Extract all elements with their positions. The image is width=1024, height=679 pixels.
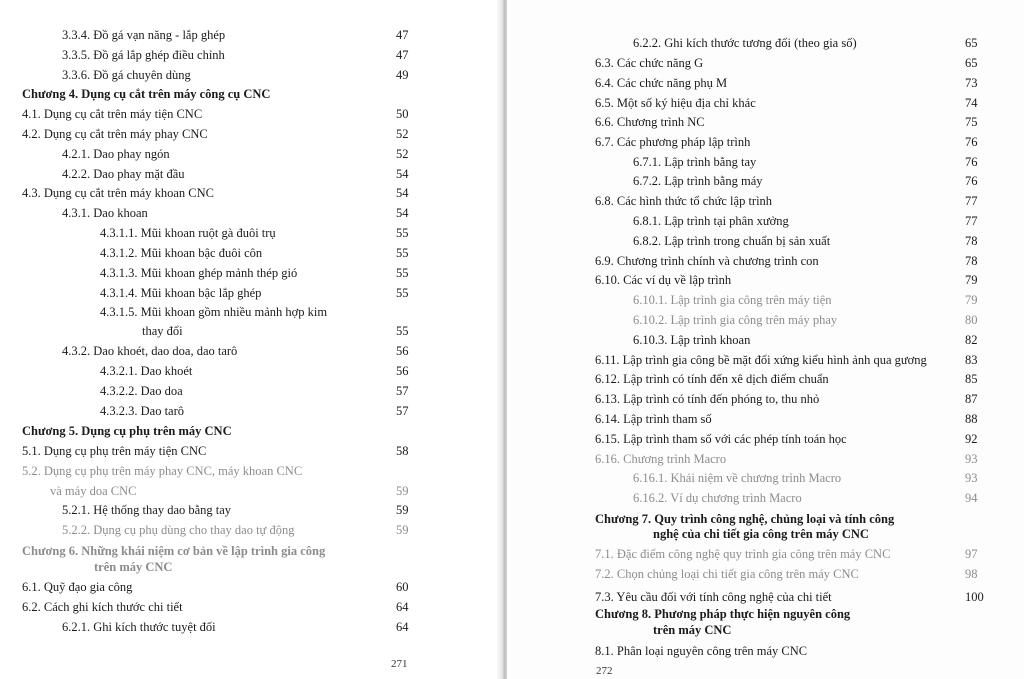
toc-entry-title: 6.4. Các chức năng phụ M bbox=[595, 76, 728, 90]
toc-entry-page: 87 bbox=[965, 392, 978, 406]
toc-entry-title: Chương 5. Dụng cụ phụ trên máy CNC bbox=[22, 424, 232, 438]
toc-entry-title: 6.11. Lập trình gia công bề mặt đối xứng kiểu hình ảnh qua gương bbox=[595, 353, 927, 367]
toc-entry-title: thay đổi bbox=[142, 324, 183, 338]
toc-entry-page: 97 bbox=[965, 547, 978, 561]
toc-entry-page: 77 bbox=[965, 214, 978, 228]
toc-entry-title: 3.3.6. Đồ gá chuyên dùng bbox=[62, 68, 191, 82]
toc-entry-page: 55 bbox=[396, 324, 409, 338]
toc-entry-page: 80 bbox=[965, 313, 978, 327]
toc-entry-title: 4.3.1.1. Mũi khoan ruột gà đuôi trụ bbox=[100, 226, 276, 240]
toc-entry-page: 94 bbox=[965, 491, 978, 505]
toc-entry-page: 65 bbox=[965, 36, 978, 50]
toc-entry-title: 6.8.1. Lập trình tại phân xưởng bbox=[633, 214, 789, 228]
toc-entry-title: 4.2.2. Dao phay mặt đầu bbox=[62, 167, 185, 181]
toc-entry-title: trên máy CNC bbox=[653, 623, 732, 637]
toc-entry-page: 93 bbox=[965, 452, 978, 466]
toc-entry-page: 47 bbox=[396, 28, 409, 42]
toc-entry-page: 52 bbox=[396, 127, 409, 141]
toc-entry-title: 4.3.2.3. Dao tarô bbox=[100, 404, 185, 418]
toc-entry-title: 4.3.1.4. Mũi khoan bậc lắp ghép bbox=[100, 286, 262, 300]
toc-entry-title: 5.2. Dụng cụ phụ trên máy phay CNC, máy khoan CNC bbox=[22, 464, 303, 478]
page-number-right: 272 bbox=[596, 665, 613, 677]
toc-entry-title: 4.3.2.2. Dao doa bbox=[100, 384, 183, 398]
toc-entry-title: 6.1. Quỹ đạo gia công bbox=[22, 580, 133, 594]
toc-entry-title: 4.3.2.1. Dao khoét bbox=[100, 364, 193, 378]
toc-entry-title: Chương 6. Những khái niệm cơ bản về lập trình gia công bbox=[22, 544, 326, 558]
toc-entry-page: 79 bbox=[965, 293, 978, 307]
toc-entry-page: 50 bbox=[396, 107, 409, 121]
toc-entry-title: trên máy CNC bbox=[94, 560, 173, 574]
toc-entry-title: Chương 4. Dụng cụ cắt trên máy công cụ CNC bbox=[22, 87, 271, 101]
toc-entry-title: 6.8. Các hình thức tổ chức lập trình bbox=[595, 194, 773, 208]
toc-entry-page: 88 bbox=[965, 412, 978, 426]
toc-entry-page: 47 bbox=[396, 48, 409, 62]
toc-entry-title: 6.7. Các phương pháp lập trình bbox=[595, 135, 751, 149]
toc-entry-title: 6.5. Một số ký hiệu địa chỉ khác bbox=[595, 96, 756, 110]
toc-entry-page: 74 bbox=[965, 96, 978, 110]
toc-entry-page: 77 bbox=[965, 194, 978, 208]
toc-entry-title: Chương 7. Quy trình công nghệ, chủng loại và tính công bbox=[595, 512, 895, 526]
toc-entry-title: 5.2.2. Dụng cụ phụ dùng cho thay dao tự động bbox=[62, 523, 295, 537]
toc-entry-title: 6.10.3. Lập trình khoan bbox=[633, 333, 751, 347]
toc-entry-title: 5.2.1. Hệ thống thay dao bằng tay bbox=[62, 503, 232, 517]
toc-entry-page: 55 bbox=[396, 286, 409, 300]
toc-entry-title: 6.2.2. Ghi kích thước tương đối (theo gia số) bbox=[633, 36, 857, 50]
toc-entry-title: 6.15. Lập trình tham số với các phép tính toán học bbox=[595, 432, 847, 446]
toc-entry-page: 76 bbox=[965, 155, 978, 169]
toc-entry-page: 55 bbox=[396, 246, 409, 260]
toc-entry-page: 85 bbox=[965, 372, 978, 386]
toc-entry-title: 3.3.5. Đồ gá lắp ghép điều chỉnh bbox=[62, 48, 225, 62]
toc-entry-title: 6.6. Chương trình NC bbox=[595, 115, 705, 129]
toc-entry-page: 76 bbox=[965, 135, 978, 149]
toc-entry-title: 4.2. Dụng cụ cắt trên máy phay CNC bbox=[22, 127, 208, 141]
toc-entry-page: 59 bbox=[396, 484, 409, 498]
toc-entry-page: 82 bbox=[965, 333, 978, 347]
toc-entry-page: 64 bbox=[396, 620, 409, 634]
toc-entry-page: 93 bbox=[965, 471, 978, 485]
toc-entry-page: 54 bbox=[396, 186, 409, 200]
toc-entry-title: 5.1. Dụng cụ phụ trên máy tiện CNC bbox=[22, 444, 207, 458]
toc-entry-page: 55 bbox=[396, 226, 409, 240]
toc-entry-page: 57 bbox=[396, 404, 409, 418]
toc-entry-page: 100 bbox=[965, 590, 984, 604]
toc-entry-title: 6.9. Chương trình chính và chương trình con bbox=[595, 254, 819, 268]
toc-entry-title: 6.16.2. Ví dụ chương trình Macro bbox=[633, 491, 802, 505]
toc-entry-title: 4.3.2. Dao khoét, dao doa, dao tarô bbox=[62, 344, 238, 358]
page-number-left: 271 bbox=[391, 658, 408, 670]
toc-entry-title: 6.10.2. Lập trình gia công trên máy phay bbox=[633, 313, 838, 327]
toc-entry-page: 54 bbox=[396, 206, 409, 220]
toc-entry-title: 7.1. Đặc điểm công nghệ quy trình gia công trên máy CNC bbox=[595, 547, 891, 561]
toc-entry-title: 6.10. Các ví dụ về lập trình bbox=[595, 273, 732, 287]
toc-entry-title: 6.7.1. Lập trình bằng tay bbox=[633, 155, 757, 169]
toc-entry-page: 59 bbox=[396, 503, 409, 517]
toc-entry-page: 76 bbox=[965, 174, 978, 188]
toc-entry-page: 59 bbox=[396, 523, 409, 537]
toc-entry-page: 75 bbox=[965, 115, 978, 129]
toc-entry-title: và máy doa CNC bbox=[50, 484, 137, 498]
toc-entry-title: 8.1. Phân loại nguyên công trên máy CNC bbox=[595, 644, 808, 658]
toc-entry-page: 56 bbox=[396, 364, 409, 378]
toc-entry-title: 6.13. Lập trình có tính đến phóng to, thu nhỏ bbox=[595, 392, 820, 406]
toc-entry-page: 64 bbox=[396, 600, 409, 614]
toc-entry-page: 92 bbox=[965, 432, 978, 446]
toc-entry-page: 55 bbox=[396, 266, 409, 280]
toc-entry-page: 60 bbox=[396, 580, 409, 594]
toc-entry-title: 6.16.1. Khái niệm về chương trình Macro bbox=[633, 471, 842, 485]
toc-entry-page: 78 bbox=[965, 254, 978, 268]
left-page bbox=[0, 0, 505, 679]
toc-entry-title: 7.2. Chọn chủng loại chi tiết gia công trên máy CNC bbox=[595, 567, 859, 581]
toc-entry-page: 56 bbox=[396, 344, 409, 358]
toc-entry-title: 4.2.1. Dao phay ngón bbox=[62, 147, 170, 161]
toc-entry-page: 65 bbox=[965, 56, 978, 70]
toc-entry-title: 4.1. Dụng cụ cắt trên máy tiện CNC bbox=[22, 107, 203, 121]
toc-entry-page: 78 bbox=[965, 234, 978, 248]
toc-entry-page: 98 bbox=[965, 567, 978, 581]
toc-entry-title: 3.3.4. Đồ gá vạn năng - lắp ghép bbox=[62, 28, 226, 42]
toc-entry-title: 6.16. Chương trình Macro bbox=[595, 452, 727, 466]
toc-entry-title: 6.7.2. Lập trình bằng máy bbox=[633, 174, 763, 188]
toc-entry-page: 57 bbox=[396, 384, 409, 398]
toc-entry-title: 4.3.1.2. Mũi khoan bậc đuôi côn bbox=[100, 246, 263, 260]
toc-entry-title: 4.3. Dụng cụ cắt trên máy khoan CNC bbox=[22, 186, 214, 200]
toc-entry-title: 6.14. Lập trình tham số bbox=[595, 412, 712, 426]
toc-entry-title: 4.3.1.3. Mũi khoan ghép mảnh thép gió bbox=[100, 266, 298, 280]
toc-entry-title: 4.3.1.5. Mũi khoan gồm nhiều mảnh hợp kim bbox=[100, 305, 328, 319]
toc-entry-title: 6.3. Các chức năng G bbox=[595, 56, 704, 70]
toc-entry-title: 4.3.1. Dao khoan bbox=[62, 206, 148, 220]
toc-entry-title: 6.12. Lập trình có tính đến xê dịch điểm chuẩn bbox=[595, 372, 829, 386]
toc-entry-page: 73 bbox=[965, 76, 978, 90]
toc-entry-page: 58 bbox=[396, 444, 409, 458]
toc-entry-title: 6.2. Cách ghi kích thước chi tiết bbox=[22, 600, 183, 614]
right-page bbox=[507, 0, 1024, 679]
toc-entry-page: 52 bbox=[396, 147, 409, 161]
toc-entry-page: 49 bbox=[396, 68, 409, 82]
toc-entry-title: 6.8.2. Lập trình trong chuẩn bị sản xuất bbox=[633, 234, 831, 248]
toc-entry-page: 79 bbox=[965, 273, 978, 287]
toc-entry-title: Chương 8. Phương pháp thực hiện nguyên công bbox=[595, 607, 851, 621]
toc-entry-page: 54 bbox=[396, 167, 409, 181]
toc-entry-page: 83 bbox=[965, 353, 978, 367]
toc-entry-title: 7.3. Yêu cầu đối với tính công nghệ của chi tiết bbox=[595, 590, 832, 604]
toc-entry-title: 6.10.1. Lập trình gia công trên máy tiện bbox=[633, 293, 832, 307]
toc-entry-title: nghệ của chi tiết gia công trên máy CNC bbox=[653, 527, 869, 541]
toc-entry-title: 6.2.1. Ghi kích thước tuyệt đối bbox=[62, 620, 216, 634]
